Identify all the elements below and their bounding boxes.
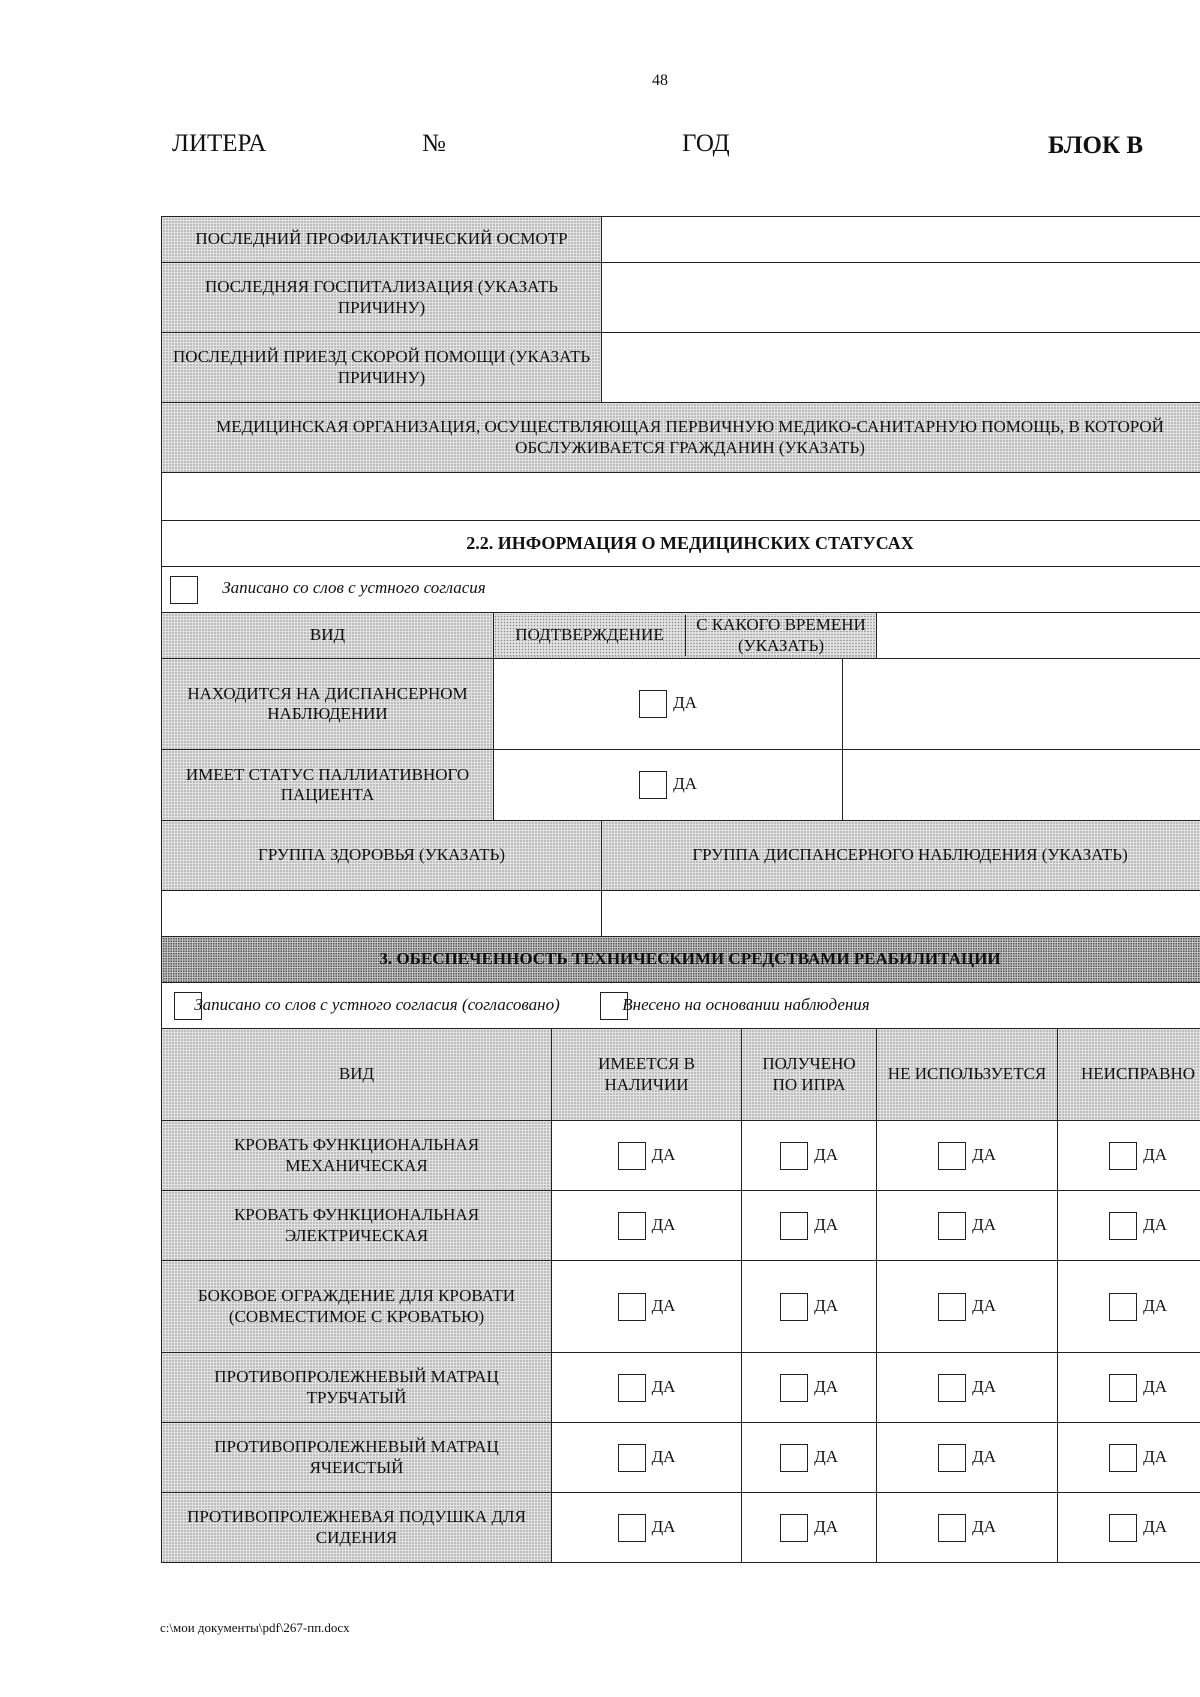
last-ambulance-field[interactable] [602, 333, 1200, 403]
dispensary-group-field[interactable] [602, 891, 1200, 937]
rehab-ipra-checkbox[interactable] [780, 1142, 808, 1170]
rehab-rows [162, 1121, 1200, 1563]
section-3-title: 3. ОБЕСПЕЧЕННОСТЬ ТЕХНИЧЕСКИМИ СРЕДСТВАМИ РЕАБИЛИТАЦИИ [162, 937, 1200, 983]
rehab-ipra-cell [742, 1353, 877, 1423]
status-palliative-since[interactable] [843, 750, 1200, 820]
last-hospitalization-field[interactable] [602, 263, 1200, 333]
yes-label: ДА [814, 1516, 838, 1536]
rehab-have-checkbox[interactable] [618, 1514, 646, 1542]
rehab-col-ipra: ПОЛУЧЕНО ПО ИПРА [742, 1029, 877, 1121]
rehab-unused-checkbox[interactable] [938, 1293, 966, 1321]
rehab-broken-cell [1058, 1121, 1200, 1191]
medical-org-field[interactable] [162, 473, 1200, 521]
rehab-have-checkbox[interactable] [618, 1293, 646, 1321]
yes-label: ДА [651, 1214, 676, 1234]
yes-label: ДА [972, 1214, 996, 1234]
rehab-col-unused: НЕ ИСПОЛЬЗУЕТСЯ [877, 1029, 1058, 1121]
yes-label: ДА [814, 1144, 838, 1164]
yes-label: ДА [814, 1295, 838, 1315]
number-label: № [422, 130, 446, 157]
rehab-have-cell [552, 1353, 742, 1423]
section-22-consent [162, 567, 1200, 613]
yes-label: ДА [673, 773, 697, 793]
section-22-title: 2.2. ИНФОРМАЦИЯ О МЕДИЦИНСКИХ СТАТУСАХ [162, 521, 1200, 567]
file-path: c:\мои документы\pdf\267-пп.docx [160, 1620, 350, 1635]
dispensary-group-label: ГРУППА ДИСПАНСЕРНОГО НАБЛЮДЕНИЯ (УКАЗАТЬ) [602, 821, 1200, 891]
rehab-item-label: ПРОТИВОПРОЛЕЖНЕВЫЙ МАТРАЦ ЯЧЕИСТЫЙ [162, 1423, 552, 1493]
rehab-item-label: ПРОТИВОПРОЛЕЖНЕВАЯ ПОДУШКА ДЛЯ СИДЕНИЯ [162, 1493, 552, 1563]
rehab-item-label: ПРОТИВОПРОЛЕЖНЕВЫЙ МАТРАЦ ТРУБЧАТЫЙ [162, 1353, 552, 1423]
yes-label: ДА [651, 1516, 676, 1536]
rehab-broken-checkbox[interactable] [1109, 1212, 1137, 1240]
status-dispensary-label: НАХОДИТСЯ НА ДИСПАНСЕРНОМ НАБЛЮДЕНИИ [162, 659, 494, 750]
rehab-observed-label: Внесено на основании наблюдения [622, 994, 870, 1014]
rehab-consent-label: Записано со слов с устного согласия (согласовано) [194, 994, 560, 1014]
rehab-have-cell [552, 1423, 742, 1493]
yes-label: ДА [972, 1144, 996, 1164]
rehab-item-row [162, 1353, 1200, 1423]
status-col-since: С КАКОГО ВРЕМЕНИ (УКАЗАТЬ) [686, 615, 877, 656]
rehab-ipra-cell [742, 1261, 877, 1353]
medical-org-label: МЕДИЦИНСКАЯ ОРГАНИЗАЦИЯ, ОСУЩЕСТВЛЯЮЩАЯ ПЕРВИЧНУЮ МЕДИКО-САНИТАРНУЮ ПОМОЩЬ, В КОТОРОЙ ОБСЛУЖИВАЕТСЯ ГРАЖДАНИН (УКАЗАТЬ) [162, 403, 1200, 473]
last-checkup-label: ПОСЛЕДНИЙ ПРОФИЛАКТИЧЕСКИЙ ОСМОТР [162, 217, 602, 263]
rehab-broken-cell [1058, 1191, 1200, 1261]
health-group-field[interactable] [162, 891, 602, 937]
yes-label: ДА [814, 1376, 838, 1396]
status-dispensary-since[interactable] [843, 659, 1200, 749]
status-col-confirm: ПОДТВЕРЖДЕНИЕ [494, 615, 686, 656]
rehab-item-row [162, 1261, 1200, 1353]
rehab-ipra-cell [742, 1423, 877, 1493]
rehab-broken-checkbox[interactable] [1109, 1293, 1137, 1321]
status-palliative-confirm [494, 750, 843, 820]
yes-label: ДА [814, 1214, 838, 1234]
yes-label: ДА [1143, 1446, 1167, 1466]
yes-label: ДА [1143, 1376, 1167, 1396]
yes-label: ДА [651, 1446, 676, 1466]
status-palliative-label: ИМЕЕТ СТАТУС ПАЛЛИАТИВНОГО ПАЦИЕНТА [162, 750, 494, 821]
rehab-unused-cell [877, 1261, 1058, 1353]
rehab-unused-cell [877, 1121, 1058, 1191]
rehab-unused-checkbox[interactable] [938, 1212, 966, 1240]
rehab-unused-cell [877, 1353, 1058, 1423]
rehab-have-cell [552, 1121, 742, 1191]
rehab-unused-cell [877, 1423, 1058, 1493]
rehab-ipra-checkbox[interactable] [780, 1212, 808, 1240]
rehab-broken-cell [1058, 1261, 1200, 1353]
rehab-have-checkbox[interactable] [618, 1142, 646, 1170]
last-ambulance-label: ПОСЛЕДНИЙ ПРИЕЗД СКОРОЙ ПОМОЩИ (УКАЗАТЬ ПРИЧИНУ) [162, 333, 602, 403]
last-hospitalization-label: ПОСЛЕДНЯЯ ГОСПИТАЛИЗАЦИЯ (УКАЗАТЬ ПРИЧИНУ) [162, 263, 602, 333]
rehab-ipra-checkbox[interactable] [780, 1374, 808, 1402]
rehab-item-label: КРОВАТЬ ФУНКЦИОНАЛЬНАЯ ЭЛЕКТРИЧЕСКАЯ [162, 1191, 552, 1261]
rehab-col-broken: НЕИСПРАВНО [1058, 1029, 1200, 1121]
rehab-broken-cell [1058, 1493, 1200, 1563]
rehab-ipra-cell [742, 1493, 877, 1563]
yes-label: ДА [1143, 1295, 1167, 1315]
yes-label: ДА [651, 1144, 676, 1164]
yes-label: ДА [1143, 1214, 1167, 1234]
block-label: БЛОК В [1048, 132, 1144, 159]
rehab-have-checkbox[interactable] [618, 1374, 646, 1402]
rehab-broken-checkbox[interactable] [1109, 1374, 1137, 1402]
rehab-broken-checkbox[interactable] [1109, 1142, 1137, 1170]
litera-label: ЛИТЕРА [172, 130, 267, 157]
status-col-type: ВИД [162, 613, 494, 659]
rehab-unused-cell [877, 1191, 1058, 1261]
yes-label: ДА [972, 1516, 996, 1536]
yes-label: ДА [1143, 1144, 1167, 1164]
rehab-item-label: БОКОВОЕ ОГРАЖДЕНИЕ ДЛЯ КРОВАТИ (СОВМЕСТИМОЕ С КРОВАТЬЮ) [162, 1261, 552, 1353]
yes-label: ДА [651, 1295, 676, 1315]
rehab-ipra-cell [742, 1191, 877, 1261]
rehab-ipra-checkbox[interactable] [780, 1444, 808, 1472]
rehab-have-checkbox[interactable] [618, 1444, 646, 1472]
rehab-have-cell [552, 1191, 742, 1261]
rehab-item-row [162, 1423, 1200, 1493]
dispensary-yes-checkbox[interactable] [639, 690, 667, 718]
health-group-label: ГРУППА ЗДОРОВЬЯ (УКАЗАТЬ) [162, 821, 602, 891]
rehab-col-type: ВИД [162, 1029, 552, 1121]
rehab-have-cell [552, 1493, 742, 1563]
rehab-unused-checkbox[interactable] [938, 1374, 966, 1402]
last-checkup-field[interactable] [602, 217, 1200, 263]
rehab-have-checkbox[interactable] [618, 1212, 646, 1240]
rehab-unused-checkbox[interactable] [938, 1444, 966, 1472]
yes-label: ДА [972, 1376, 996, 1396]
rehab-item-row [162, 1121, 1200, 1191]
yes-label: ДА [673, 692, 697, 712]
consent-checkbox[interactable] [170, 576, 198, 604]
rehab-item-label: КРОВАТЬ ФУНКЦИОНАЛЬНАЯ МЕХАНИЧЕСКАЯ [162, 1121, 552, 1191]
yes-label: ДА [972, 1446, 996, 1466]
rehab-broken-checkbox[interactable] [1109, 1444, 1137, 1472]
year-label: ГОД [682, 130, 730, 157]
rehab-unused-cell [877, 1493, 1058, 1563]
rehab-unused-checkbox[interactable] [938, 1142, 966, 1170]
rehab-ipra-cell [742, 1121, 877, 1191]
rehab-col-have: ИМЕЕТСЯ В НАЛИЧИИ [552, 1029, 742, 1121]
rehab-broken-checkbox[interactable] [1109, 1514, 1137, 1542]
yes-label: ДА [814, 1446, 838, 1466]
rehab-unused-checkbox[interactable] [938, 1514, 966, 1542]
status-dispensary-confirm [494, 659, 843, 749]
rehab-broken-cell [1058, 1353, 1200, 1423]
rehab-broken-cell [1058, 1423, 1200, 1493]
rehab-ipra-checkbox[interactable] [780, 1293, 808, 1321]
rehab-item-row [162, 1191, 1200, 1261]
consent-label: Записано со слов с устного согласия [222, 578, 486, 598]
rehab-ipra-checkbox[interactable] [780, 1514, 808, 1542]
yes-label: ДА [1143, 1516, 1167, 1536]
section-3-consent-row [162, 983, 1200, 1029]
yes-label: ДА [651, 1376, 676, 1396]
page-number: 48 [652, 72, 668, 89]
rehab-item-row [162, 1493, 1200, 1563]
form-table [161, 216, 1200, 1563]
palliative-yes-checkbox[interactable] [639, 771, 667, 799]
yes-label: ДА [972, 1295, 996, 1315]
rehab-have-cell [552, 1261, 742, 1353]
status-header-inner [494, 615, 876, 656]
